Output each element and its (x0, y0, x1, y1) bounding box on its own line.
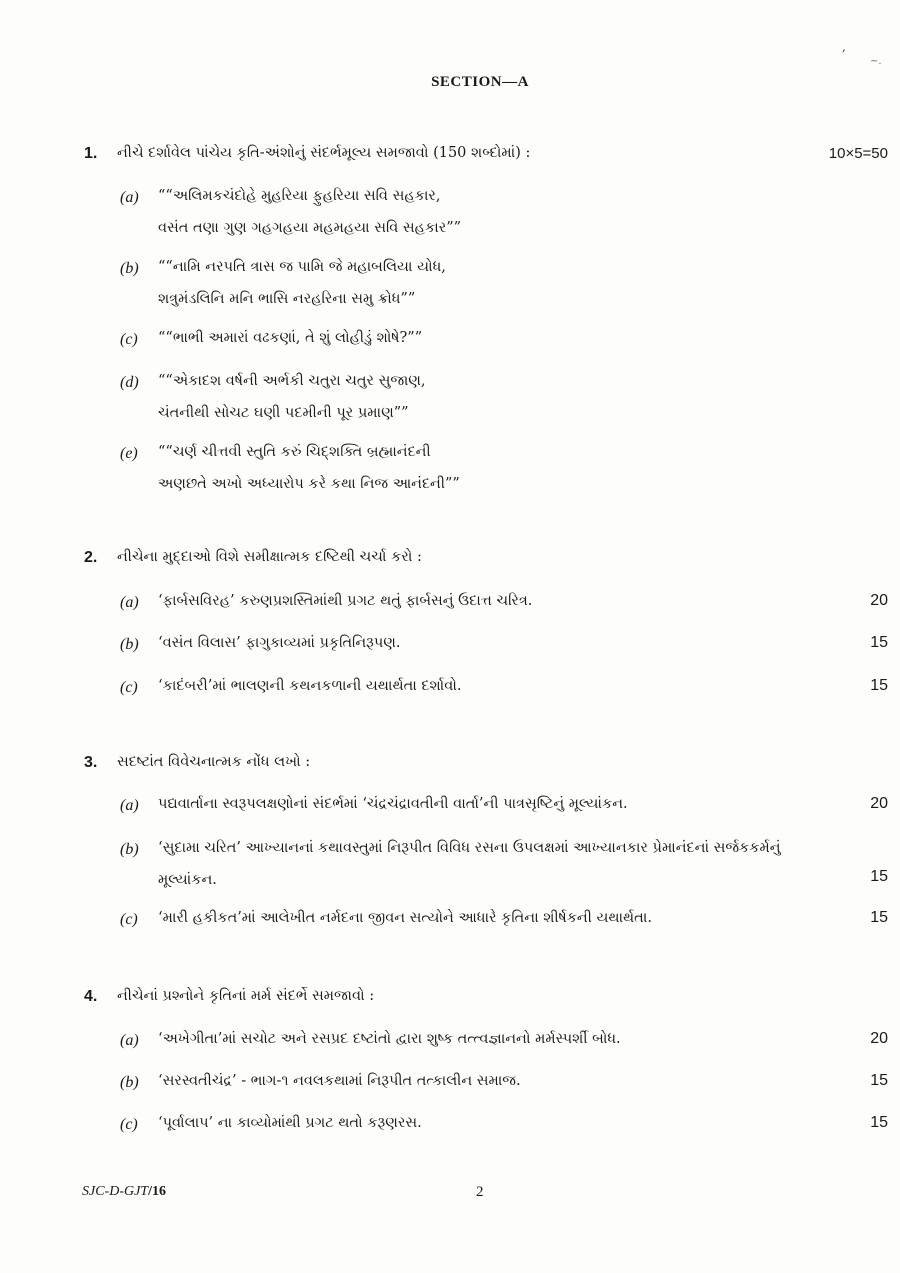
question-number: 4. (84, 988, 98, 1005)
verse-line: ““અલિમકચંદોહે મુહરિયા ફુહરિયા સવિ સહકાર, (158, 188, 441, 204)
item-text: પદ્યવાર્તાના સ્વરૂપલક્ષણોનાં સંદર્ભમાં ‘ચંદ્રચંદ્રાવતીની વાર્તા’ની પાત્રસૃષ્ટિનું મૂલ્યાંકન. (158, 796, 628, 812)
item-marks: 15 (870, 634, 888, 651)
item-label: (c) (120, 1116, 138, 1133)
item-label: (b) (120, 1074, 139, 1091)
item-text: ‘વસંત વિલાસ’ ફાગુકાવ્યમાં પ્રકૃતિનિરૂપણ. (158, 635, 401, 651)
item-marks: 15 (870, 1072, 888, 1089)
item-text: ‘ફાર્બસવિરહ’ કરુણપ્રશસ્તિમાંથી પ્રગટ થતું ફાર્બસનું ઉદાત્ત ચરિત્ર. (158, 593, 533, 609)
item-marks: 15 (870, 677, 888, 694)
item-label: (b) (120, 260, 139, 277)
item-label: (a) (120, 594, 139, 611)
item-text (158, 832, 781, 896)
item-marks: 20 (870, 592, 888, 609)
verse-text (158, 436, 460, 500)
item-label: (c) (120, 679, 138, 696)
verse-line: અણછતે અખો અધ્યારોપ કરે કથા નિજ આનંદની”” (158, 476, 460, 492)
question-number: 2. (84, 549, 98, 566)
page-number: 2 (476, 1184, 484, 1200)
verse-text (158, 365, 426, 429)
verse-line: ચંતનીથી સોચટ ઘણી પદમીની પૂર પ્રમાણ”” (158, 405, 409, 421)
item-label: (c) (120, 331, 138, 348)
verse-line: ““નામિ નરપતિ ત્રાસ જ પામિ જે મહાબલિયા યોધ, (158, 259, 446, 275)
verse-line: ““એકાદશ વર્ષની અર્ભકી ચતુરા ચતુર સુજાણ, (158, 373, 426, 389)
verse-text (158, 251, 446, 315)
question-text: નીચેનાં પ્રશ્નોને કૃતિનાં મર્મ સંદર્ભે સમજાવો : (117, 988, 375, 1004)
paper-code-prefix: SJC-D-GJT (82, 1184, 149, 1199)
corner-mark: , (842, 40, 846, 54)
verse-line: ““ચર્ણ ચીત્તવી સ્તુતિ કરું ચિદ્શક્તિ બ્રહ્માનંદની (158, 444, 431, 460)
item-label: (a) (120, 189, 139, 206)
verse-line: ““ભાભી અમારાં વઢકણાં, તે શું લોહીડું શોષે?”” (158, 330, 423, 346)
paper-code-suffix: /16 (148, 1184, 166, 1199)
item-marks: 20 (870, 795, 888, 812)
item-label: (b) (120, 636, 139, 653)
question-number: 3. (84, 754, 98, 771)
paper-code (82, 1184, 166, 1200)
item-text: ‘અખેગીતા’માં સચોટ અને રસપ્રદ દષ્ટાંતો દ્વારા શુષ્ક તત્ત્વજ્ઞાનનો મર્મસ્પર્શી બોધ. (158, 1031, 621, 1047)
section-title: SECTION—A (431, 74, 529, 90)
item-marks: 15 (870, 909, 888, 926)
verse-line: વસંત તણા ગુણ ગહગહયા મહમહયા સવિ સહકાર”” (158, 220, 462, 236)
item-text: ‘મારી હકીકત’માં આલેખીત નર્મદના જીવન સત્યોને આધારે કૃતિના શીર્ષકની યથાર્થતા. (158, 910, 652, 926)
question-text: સદષ્ટાંત વિવેચનાત્મક નોંધ લખો : (117, 754, 311, 770)
item-label: (a) (120, 797, 139, 814)
item-text-line: મૂલ્યાંકન. (158, 872, 217, 888)
verse-text (158, 180, 461, 244)
item-label: (a) (120, 1032, 139, 1049)
item-text: ‘સરસ્વતીચંદ્ર’ - ભાગ-૧ નવલકથામાં નિરૂપીત તત્કાલીન સમાજ. (158, 1073, 521, 1089)
item-label: (b) (120, 841, 139, 858)
item-text: ‘પૂર્વાલાપ’ ના કાવ્યોમાંથી પ્રગટ થતો કરૂણરસ. (158, 1115, 422, 1131)
corner-mark: ~. (870, 56, 882, 67)
item-marks: 15 (870, 1114, 888, 1131)
question-number: 1. (84, 145, 98, 162)
verse-line: શત્રુમંડલિનિ મનિ ભાસિ નરહરિના સમુ ક્રોધ”” (158, 291, 416, 307)
question-marks: 10×5=50 (828, 145, 888, 162)
item-marks: 20 (870, 1030, 888, 1047)
question-text: નીચેના મુદ્દાઓ વિશે સમીક્ષાત્મક દષ્ટિથી ચર્ચા કરો : (117, 549, 422, 565)
item-label: (d) (120, 374, 139, 391)
verse-text (158, 322, 422, 354)
item-text-line: ‘સુદામા ચરિત’ આખ્યાનનાં કથાવસ્તુમાં નિરૂપીત વિવિધ રસના ઉપલક્ષમાં આખ્યાનકાર પ્રેમાનંદનાં સર્જકકર્મનું (158, 840, 781, 856)
item-label: (e) (120, 445, 138, 462)
item-text: ‘કાદંબરી’માં ભાલણની કથનકળાની યથાર્થતા દર્શાવો. (158, 678, 462, 694)
item-marks: 15 (870, 868, 888, 885)
question-text: નીચે દર્શાવેલ પાંચેય કૃતિ-અંશોનું સંદર્ભમૂલ્ય સમજાવો (150 શબ્દોમાં) : (117, 145, 531, 161)
item-label: (c) (120, 911, 138, 928)
